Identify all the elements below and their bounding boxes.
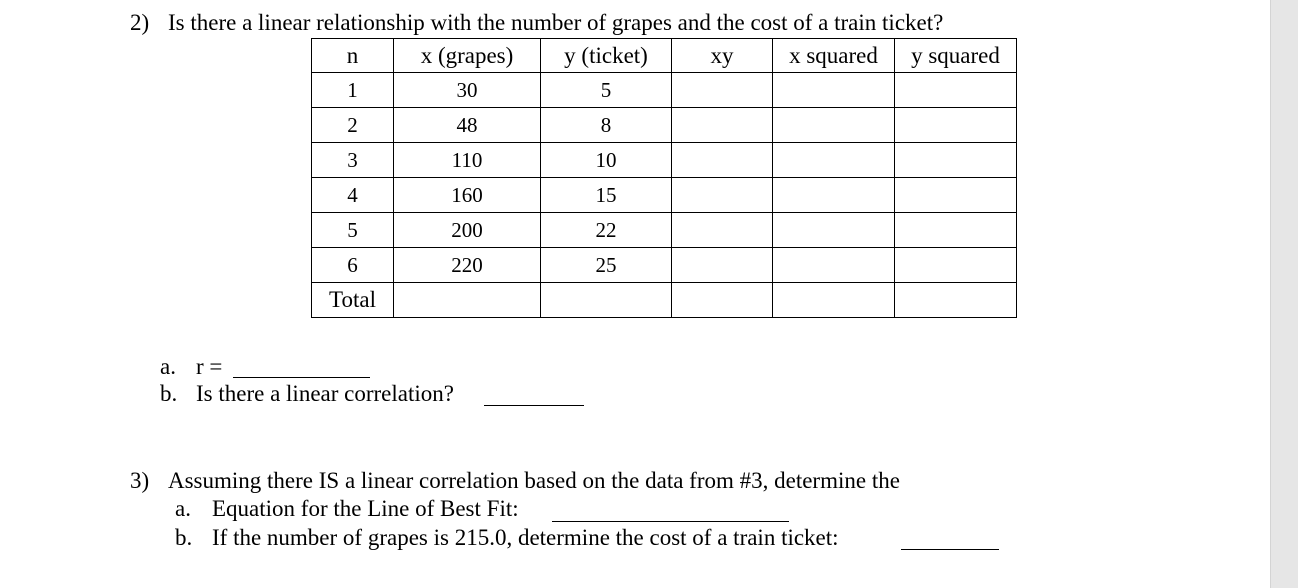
r-answer-blank[interactable]: [233, 377, 370, 378]
cell-x-squared: [773, 73, 895, 108]
cell-n: 1: [312, 73, 394, 108]
q2-part-b-text: Is there a linear correlation?: [196, 381, 454, 406]
cell-y-squared: [895, 178, 1017, 213]
column-header-n: n: [312, 39, 394, 73]
q2-part-b-marker: b.: [160, 381, 178, 406]
vertical-scrollbar[interactable]: [1270, 0, 1298, 588]
cell-total-x: [394, 283, 541, 318]
cell-n: 5: [312, 213, 394, 248]
cell-xy: [672, 213, 773, 248]
question-3-number: 3): [130, 468, 150, 493]
question-2-number: 2): [130, 10, 150, 35]
table-row: [312, 178, 1017, 213]
line-of-best-fit-answer-blank[interactable]: [552, 521, 789, 522]
cell-y: 22: [541, 213, 672, 248]
cell-x-squared: [773, 178, 895, 213]
cell-xy: [672, 108, 773, 143]
table-row: [312, 143, 1017, 178]
question-2-text: Is there a linear relationship with the number of grapes and the cost of a train ticket?: [168, 10, 944, 35]
column-header-xy: xy: [672, 39, 773, 73]
cell-n: 2: [312, 108, 394, 143]
column-header-x-squared: x squared: [773, 39, 895, 73]
column-header-y-squared: y squared: [895, 39, 1017, 73]
cell-total-xy: [672, 283, 773, 318]
cell-xy: [672, 73, 773, 108]
q3-part-b-marker: b.: [175, 525, 193, 550]
cell-x: 200: [394, 213, 541, 248]
cell-y: 5: [541, 73, 672, 108]
cell-y: 10: [541, 143, 672, 178]
table-row: [312, 213, 1017, 248]
cell-x: 48: [394, 108, 541, 143]
cell-total-x-squared: [773, 283, 895, 318]
cell-y: 15: [541, 178, 672, 213]
table-header-row: [312, 39, 1017, 73]
q3-part-b-text: If the number of grapes is 215.0, determine the cost of a train ticket:: [212, 525, 839, 550]
table-row: [312, 73, 1017, 108]
cell-n: 6: [312, 248, 394, 283]
table-row: [312, 248, 1017, 283]
cell-y-squared: [895, 248, 1017, 283]
cell-x: 220: [394, 248, 541, 283]
linear-correlation-answer-blank[interactable]: [484, 405, 584, 406]
cell-total-label: Total: [312, 283, 394, 318]
column-header-y-ticket: y (ticket): [541, 39, 672, 73]
cell-x-squared: [773, 248, 895, 283]
column-header-x-grapes: x (grapes): [394, 39, 541, 73]
cell-y-squared: [895, 143, 1017, 178]
table-total-row: [312, 283, 1017, 318]
cell-n: 3: [312, 143, 394, 178]
cell-y: 25: [541, 248, 672, 283]
train-ticket-cost-answer-blank[interactable]: [901, 549, 999, 550]
cell-x: 160: [394, 178, 541, 213]
cell-total-y: [541, 283, 672, 318]
cell-xy: [672, 248, 773, 283]
q3-part-a-marker: a.: [175, 496, 191, 521]
q2-part-a-marker: a.: [160, 354, 176, 379]
cell-xy: [672, 178, 773, 213]
cell-x-squared: [773, 213, 895, 248]
cell-x: 30: [394, 73, 541, 108]
cell-y-squared: [895, 73, 1017, 108]
cell-xy: [672, 143, 773, 178]
q3-part-a-text: Equation for the Line of Best Fit:: [212, 496, 519, 521]
cell-total-y-squared: [895, 283, 1017, 318]
data-table: [311, 38, 1017, 318]
cell-y: 8: [541, 108, 672, 143]
cell-x-squared: [773, 108, 895, 143]
cell-x: 110: [394, 143, 541, 178]
cell-y-squared: [895, 213, 1017, 248]
cell-y-squared: [895, 108, 1017, 143]
question-3-text: Assuming there IS a linear correlation based on the data from #3, determine the: [168, 468, 900, 493]
cell-x-squared: [773, 143, 895, 178]
cell-n: 4: [312, 178, 394, 213]
table-row: [312, 108, 1017, 143]
q2-part-a-text: r =: [196, 354, 223, 379]
